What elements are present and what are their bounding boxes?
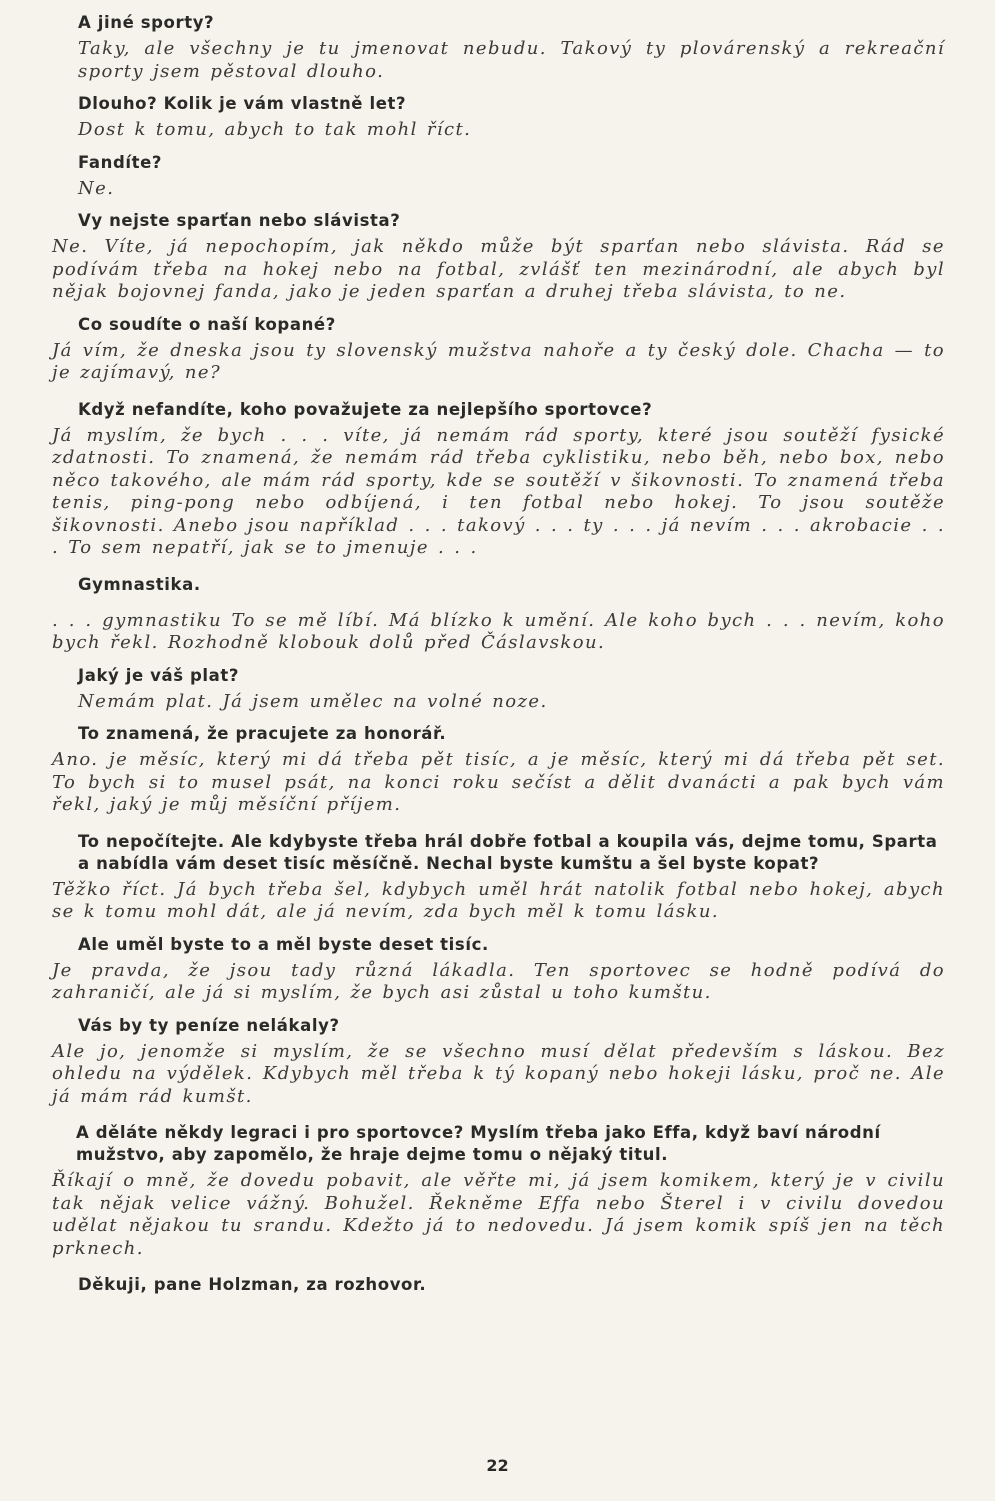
question: Co soudíte o naší kopané? bbox=[78, 314, 336, 334]
question: To znamená, že pracujete za honorář. bbox=[78, 724, 447, 743]
question: A děláte někdy legraci i pro sportovce? Myslím třeba jako Effa, když baví národní mužstvo, aby zapomělo, že hraje dejme tomu o nějaký titul. bbox=[76, 1123, 881, 1164]
answer: Dost k tomu, abych to tak mohl říct. bbox=[78, 119, 472, 140]
closing-line: Děkuji, pane Holzman, za rozhovor. bbox=[78, 1275, 427, 1294]
question: Ale uměl byste to a měl byste deset tisíc. bbox=[78, 934, 489, 954]
qa-block bbox=[52, 934, 945, 1005]
qa-block bbox=[52, 210, 945, 304]
question: Jaký je váš plat? bbox=[78, 665, 240, 685]
question: Fandíte? bbox=[78, 152, 163, 172]
qa-block bbox=[52, 12, 945, 83]
answer: . . . gymnastiku To se mě líbí. Má blízko k umění. Ale koho bych . . . nevím, koho bych řekl. Rozhodně klobouk dolů před Čáslavskou. bbox=[52, 609, 945, 653]
qa-block bbox=[52, 574, 945, 655]
qa-block bbox=[52, 831, 945, 924]
answer: Ne. bbox=[78, 177, 115, 199]
answer: Ano. je měsíc, který mi dá třeba pět tisíc, a je měsíc, který mi dá třeba pět set. To bych si to musel psát, na konci roku sečíst a dělit dvanácti a pak bych vám řekl, jaký je můj měsíční příjem. bbox=[52, 749, 945, 815]
page-number: 22 bbox=[486, 1456, 509, 1475]
qa-block bbox=[52, 1274, 945, 1296]
qa-block bbox=[52, 1015, 945, 1109]
question: Dlouho? Kolik je vám vlastně let? bbox=[78, 94, 407, 113]
qa-block bbox=[52, 723, 945, 817]
question: Gymnastika. bbox=[78, 574, 201, 594]
qa-block bbox=[52, 314, 945, 385]
answer: Taky, ale všechny je tu jmenovat nebudu. Takový ty plovárenský a rekreační sporty jsem pěstoval dlouho. bbox=[78, 38, 945, 82]
qa-block bbox=[52, 399, 945, 560]
question: A jiné sporty? bbox=[78, 13, 215, 32]
answer: Těžko říct. Já bych třeba šel, kdybych uměl hrát natolik fotbal nebo hokej, abych se k tomu mohl dát, ale já nevím, zda bych měl k tomu lásku. bbox=[52, 878, 945, 922]
qa-block bbox=[52, 1122, 945, 1260]
answer: Nemám plat. Já jsem umělec na volné noze. bbox=[78, 690, 548, 712]
answer: Říkají o mně, že dovedu pobavit, ale věřte mi, já jsem komikem, který je v civilu tak nějak velice vážný. Bohužel. Řekněme Effa nebo Šterel i v civilu dovedou udělat nějakou tu srandu. Kdežto já to nedovedu. Já jsem komik spíš jen na těch prknech. bbox=[52, 1170, 945, 1259]
answer: Ale jo, jenomže si myslím, že se všechno musí dělat především s láskou. Bez ohledu na výdělek. Kdybych měl třeba k tý kopaný nebo hokeji lásku, proč ne. Ale já mám rád kumšt. bbox=[52, 1040, 945, 1107]
answer: Ne. Víte, já nepochopím, jak někdo může být sparťan nebo slávista. Rád se podívám třeba na hokej nebo na fotbal, zvlášť ten mezinárodní, ale abych byl nějak bojovnej fanda, jako je jeden sparťan a druhej třeba slávista, to ne. bbox=[52, 236, 945, 302]
answer: Já vím, že dneska jsou ty slovenský mužstva nahoře a ty český dole. Chacha — to je zajímavý, ne? bbox=[52, 339, 945, 383]
qa-block bbox=[52, 152, 945, 201]
answer: Je pravda, že jsou tady různá lákadla. Ten sportovec se hodně podívá do zahraničí, ale já si myslím, že bych asi zůstal u toho kumštu. bbox=[52, 959, 945, 1003]
question: Když nefandíte, koho považujete za nejlepšího sportovce? bbox=[78, 399, 653, 419]
qa-block bbox=[52, 93, 945, 142]
question: Vás by ty peníze nelákaly? bbox=[78, 1015, 340, 1035]
question: To nepočítejte. Ale kdybyste třeba hrál dobře fotbal a koupila vás, dejme tomu, Sparta a nabídla vám deset tisíc měsíčně. Nechal byste kumštu a šel byste kopat? bbox=[78, 831, 938, 873]
qa-block bbox=[52, 665, 945, 714]
answer: Já myslím, že bych . . . víte, já nemám rád sporty, které jsou soutěží fysické zdatnosti. To znamená, že nemám rád třeba cyklistiku, nebo běh, nebo box, nebo něco takového, ale mám rád sporty, kde se soutěží v šikovnosti. To znamená třeba tenis, ping-pong nebo odbíjená, i ten fotbal nebo hokej. To jsou soutěže šikovnosti. Anebo jsou například . . . takový . . . ty . . . já nevím . . . akrobacie . . . To sem nepatří, jak se to jmenuje . . . bbox=[52, 424, 945, 558]
question: Vy nejste sparťan nebo slávista? bbox=[78, 211, 401, 230]
